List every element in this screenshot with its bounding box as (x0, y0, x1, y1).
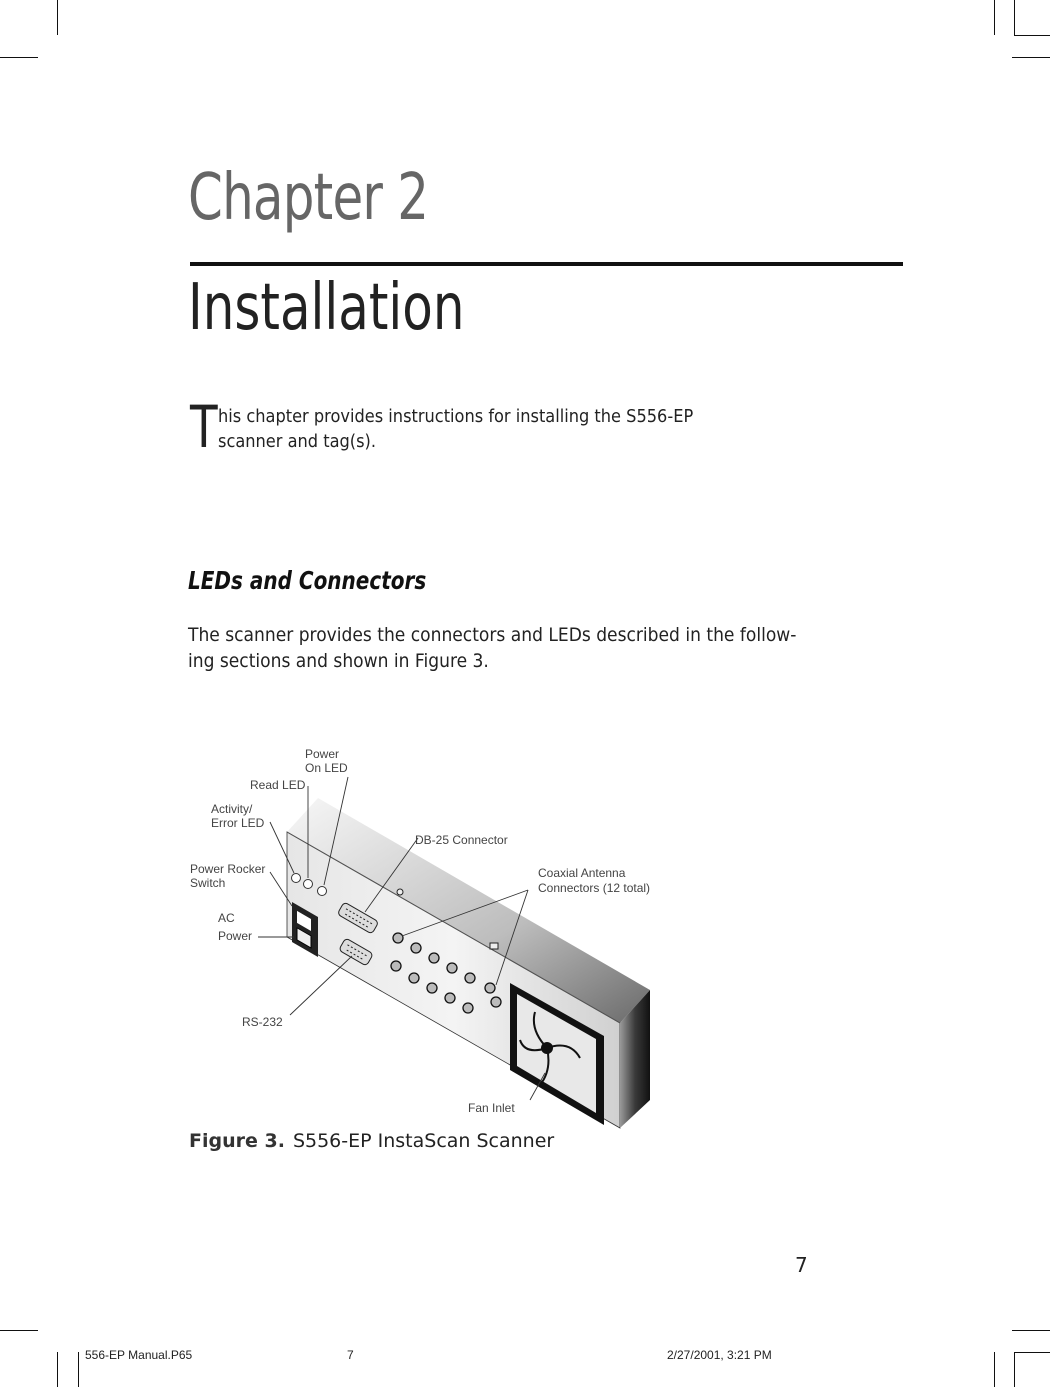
crop-mark (1012, 57, 1050, 58)
section-body: The scanner provides the connectors and LEDs described in the follow-ing sections and shown in Figure 3. (188, 624, 797, 672)
crop-mark (1014, 35, 1050, 36)
chapter-label: Chapter 2 (188, 161, 429, 235)
crop-mark (994, 1352, 995, 1387)
crop-mark (1012, 1330, 1050, 1331)
crop-mark (0, 57, 38, 58)
callout-activity-led-2: Error LED (211, 816, 265, 830)
callout-fan-inlet: Fan Inlet (468, 1101, 515, 1115)
crop-mark (78, 1352, 79, 1387)
page-number: 7 (795, 1253, 808, 1277)
callout-rs232: RS-232 (242, 1015, 283, 1029)
callout-power-on-led: Power (305, 747, 340, 761)
power-on-led (318, 887, 327, 896)
intro-drop-cap: T (190, 393, 218, 461)
crop-mark (0, 1330, 38, 1331)
figure-caption (189, 1130, 554, 1152)
crop-mark (1014, 1352, 1015, 1387)
callout-rocker-2: Switch (190, 876, 226, 890)
section-heading: LEDs and Connectors (188, 566, 427, 595)
crop-mark (57, 0, 58, 35)
footer-page: 7 (347, 1348, 354, 1362)
crop-mark (1014, 1352, 1050, 1353)
chapter-rule (190, 262, 903, 266)
figure-caption-text: S556-EP InstaScan Scanner (292, 1130, 555, 1152)
scanner-figure (180, 740, 650, 1130)
chapter-title: Installation (188, 271, 465, 345)
callout-power-on-led-2: On LED (305, 761, 348, 775)
crop-mark (994, 0, 995, 35)
callout-db25: DB-25 Connector (415, 833, 508, 847)
callout-coax: Coaxial Antenna (538, 866, 626, 880)
activity-led (292, 874, 301, 883)
callout-rocker: Power Rocker (190, 862, 266, 876)
intro-paragraph: his chapter provides instructions for installing the S556-EP scanner and tag(s). (218, 406, 694, 452)
footer-file-name: 556-EP Manual.P65 (85, 1348, 193, 1362)
callout-ac-power-2: Power (218, 929, 253, 943)
figure-caption-number: Figure 3. (189, 1130, 285, 1152)
callout-ac-power: AC (218, 911, 235, 925)
footer-timestamp: 2/27/2001, 3:21 PM (667, 1348, 772, 1362)
read-led (304, 880, 313, 889)
callout-read-led: Read LED (250, 778, 306, 792)
callout-coax-2: Connectors (12 total) (538, 881, 650, 895)
crop-mark (57, 1352, 58, 1387)
callout-activity-led: Activity/ (211, 802, 253, 816)
crop-mark (1014, 0, 1015, 35)
